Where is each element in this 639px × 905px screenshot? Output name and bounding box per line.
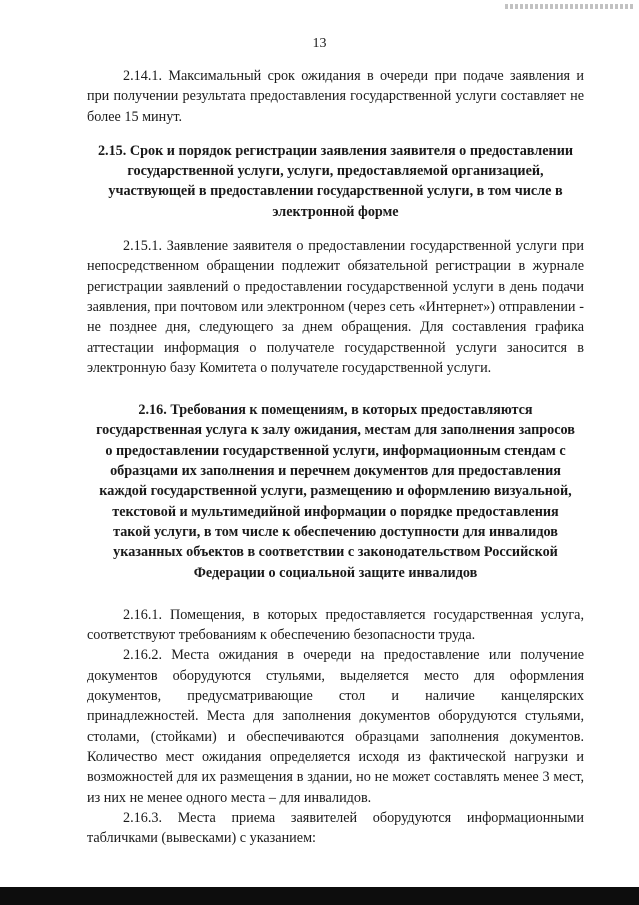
- section-heading-2-15: 2.15. Срок и порядок регистрации заявления заявителя о предоставлении государственной услуги, услуги, предоставляемой организацией, участвующей в предоставлении государственной услуги, в том числе в электронной форме: [97, 142, 574, 220]
- paragraph-2-15-1: 2.15.1. Заявление заявителя о предоставлении государственной услуги при непосредственном обращении подлежит обязательной регистрации в журнале регистрации заявлений о предоставлении государственной услуги в день подачи заявления, при почтовом или электронном (через сеть «Интернет») отправлении - не позднее дня, следующего за днем обращения. Для составления графика аттестации информация о получателе государственной услуги заносится в электронную базу Комитета о получателе государственной услуги.: [87, 238, 584, 376]
- page-number: 13: [312, 36, 327, 51]
- document-body: [87, 66, 584, 848]
- scan-bottom-edge: [0, 887, 639, 905]
- paragraph-2-16-1: 2.16.1. Помещения, в которых предоставляется государственная услуга, соответствуют требованиям к обеспечению безопасности труда.: [87, 606, 584, 644]
- scan-artifact: [505, 4, 635, 9]
- section-heading-2-16: 2.16. Требования к помещениям, в которых предоставляются государственная услуга к залу ожидания, местам для заполнения запросов о предоставлении государственной услуги, информационным стендам с образцами их заполнения и перечнем документов для предоставления каждой государственной услуги, размещению и оформлению визуальной, текстовой и мультимедийной информации о порядке предоставления такой услуги, в том числе к обеспечению доступности для инвалидов указанных объектов в соответствии с законодательством Российской Федерации о социальной защите инвалидов: [96, 402, 575, 581]
- paragraph-2-16-3: 2.16.3. Места приема заявителей оборудуются информационными табличками (вывесками) с указанием:: [87, 809, 584, 847]
- paragraph-2-14-1: 2.14.1. Максимальный срок ожидания в очереди при подаче заявления и при получении результата предоставления государственной услуги составляет не более 15 минут.: [87, 68, 584, 125]
- paragraph-2-16-2: 2.16.2. Места ожидания в очереди на предоставление или получение документов оборудуются стульями, выделяется место для оформления документов, предусматривающие стол и наличие канцелярских принадлежностей. Места для заполнения документов оборудуются стульями, столами, (стойками) и обеспечиваются образцами заполнения документов. Количество мест ожидания определяется исходя из фактической нагрузки и возможностей для их размещения в здании, но не может составлять менее 3 мест, из них не менее одного места – для инвалидов.: [87, 647, 584, 806]
